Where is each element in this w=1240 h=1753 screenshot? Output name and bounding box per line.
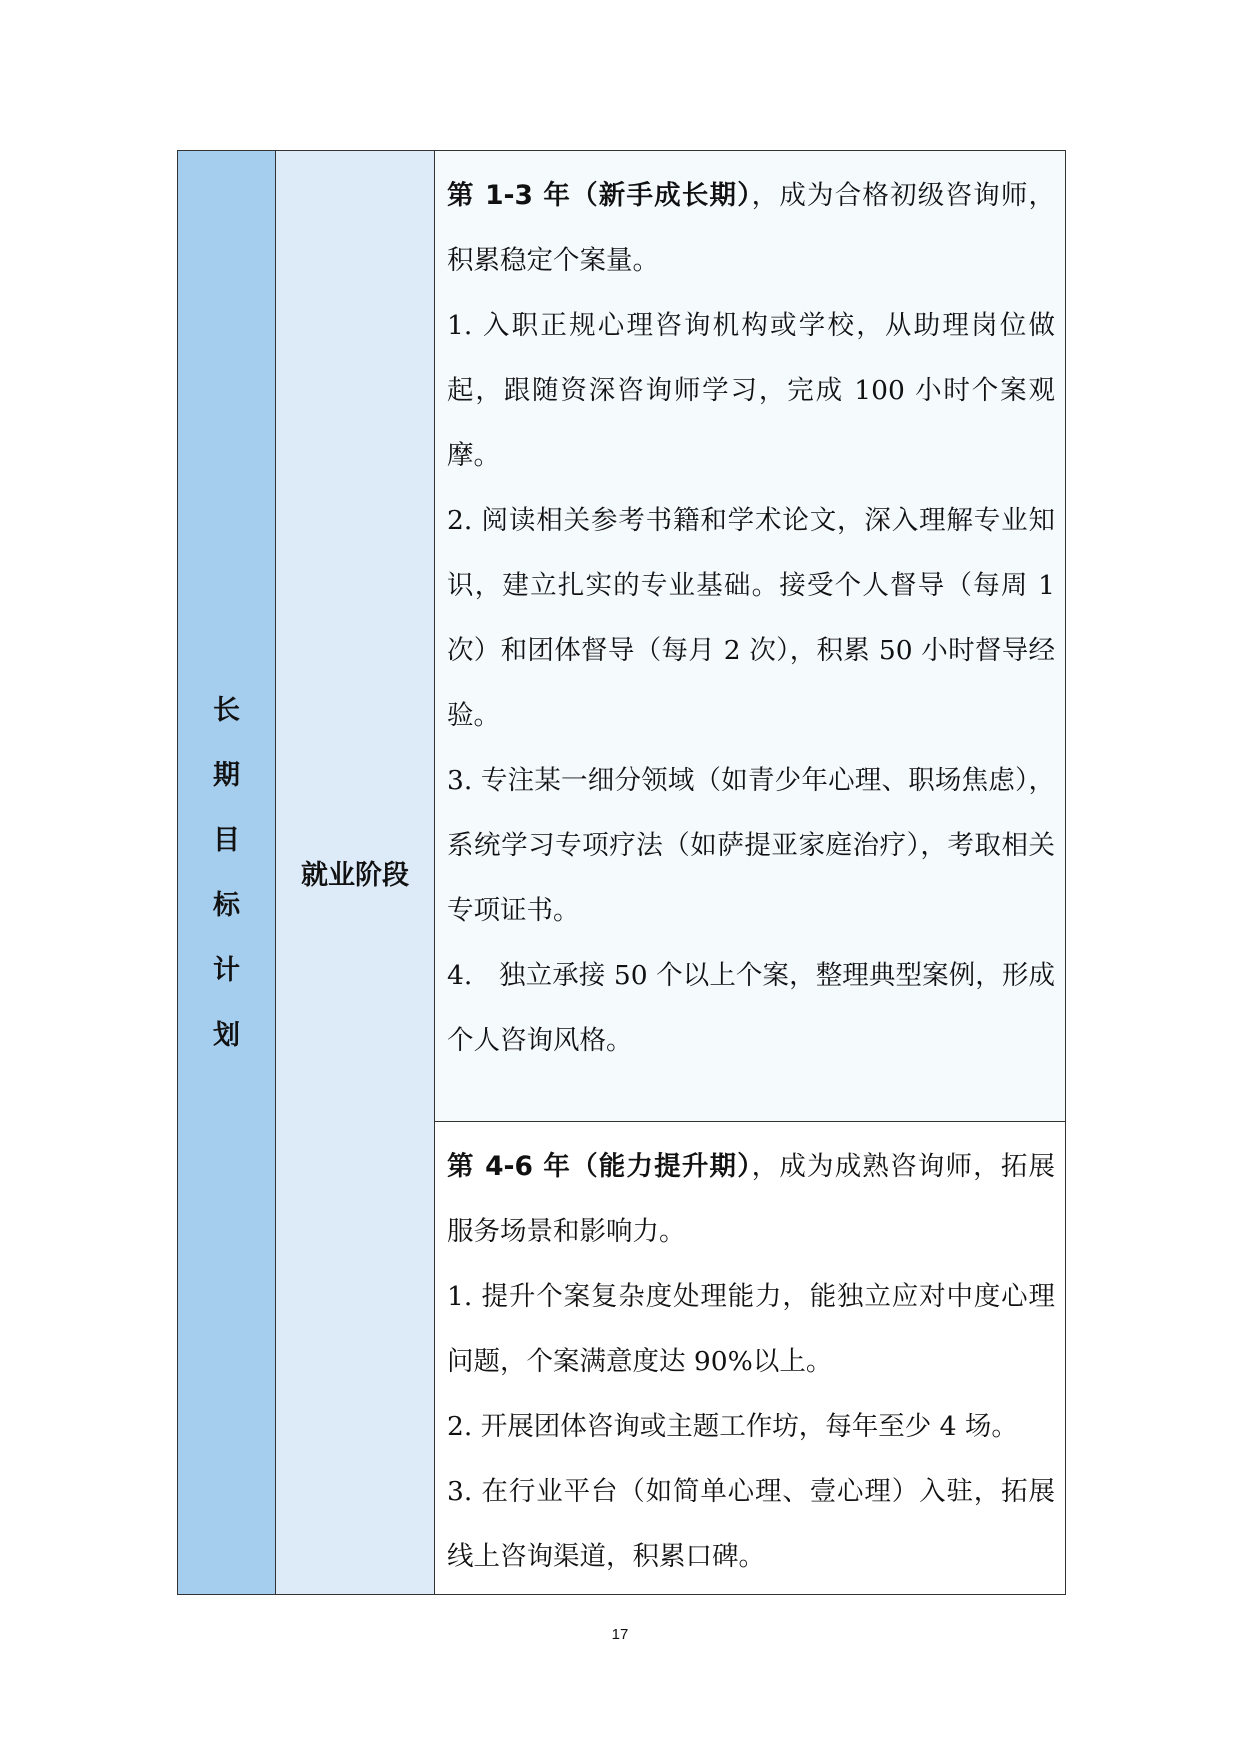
long-term-plan-table [177,150,1066,1595]
long-term-goal-label-cell [178,151,276,1595]
phase-2-content-cell [435,1122,1066,1595]
page-number: 17 [611,1626,629,1643]
phase-2-heading: 第 4-6 年（能力提升期） [447,1151,752,1182]
phase-2-item-1: 1. 提升个案复杂度处理能力，能独立应对中度心理问题，个案满意度达 90%以上。 [447,1281,1055,1377]
phase-1-item-2: 2. 阅读相关参考书籍和学术论文，深入理解专业知识，建立扎实的专业基础。接受个人督导（每周 1 次）和团体督导（每月 2 次），积累 50 小时督导经验。 [447,505,1055,731]
phase-2-heading-paragraph [447,1134,1055,1264]
phase-1-item-1: 1. 入职正规心理咨询机构或学校，从助理岗位做起，跟随资深咨询师学习，完成 100 小时个案观摩。 [447,310,1055,471]
goal-label-char: 标 [213,889,240,921]
phase-2-item-2: 2. 开展团体咨询或主题工作坊，每年至少 4 场。 [447,1411,1018,1442]
goal-label-char: 计 [213,954,240,986]
phase-1-content-cell [435,151,1066,1122]
phase-1-item-4: 4. 独立承接 50 个以上个案，整理典型案例，形成个人咨询风格。 [447,960,1055,1056]
goal-label-char: 划 [213,1019,240,1051]
phase-1-heading: 第 1-3 年（新手成长期） [447,180,752,211]
phase-1-heading-rest: ，成为合格初级咨询师，积累稳定个案量。 [447,180,1056,276]
employment-stage-cell [276,151,435,1595]
phase-2-heading-rest: ，成为成熟咨询师，拓展服务场景和影响力。 [447,1151,1056,1247]
phase-1-item-3: 3. 专注某一细分领域（如青少年心理、职场焦虑），系统学习专项疗法（如萨提亚家庭治疗），考取相关专项证书。 [447,765,1055,926]
employment-stage-label: 就业阶段 [301,860,409,891]
phase-1-heading-paragraph [447,163,1055,293]
goal-label-char: 目 [213,824,240,856]
goal-label-char: 期 [213,759,240,791]
phase-2-item-3: 3. 在行业平台（如简单心理、壹心理）入驻，拓展线上咨询渠道，积累口碑。 [447,1476,1055,1572]
table-row-phase-1 [178,151,1066,1122]
goal-label-char: 长 [213,694,240,726]
